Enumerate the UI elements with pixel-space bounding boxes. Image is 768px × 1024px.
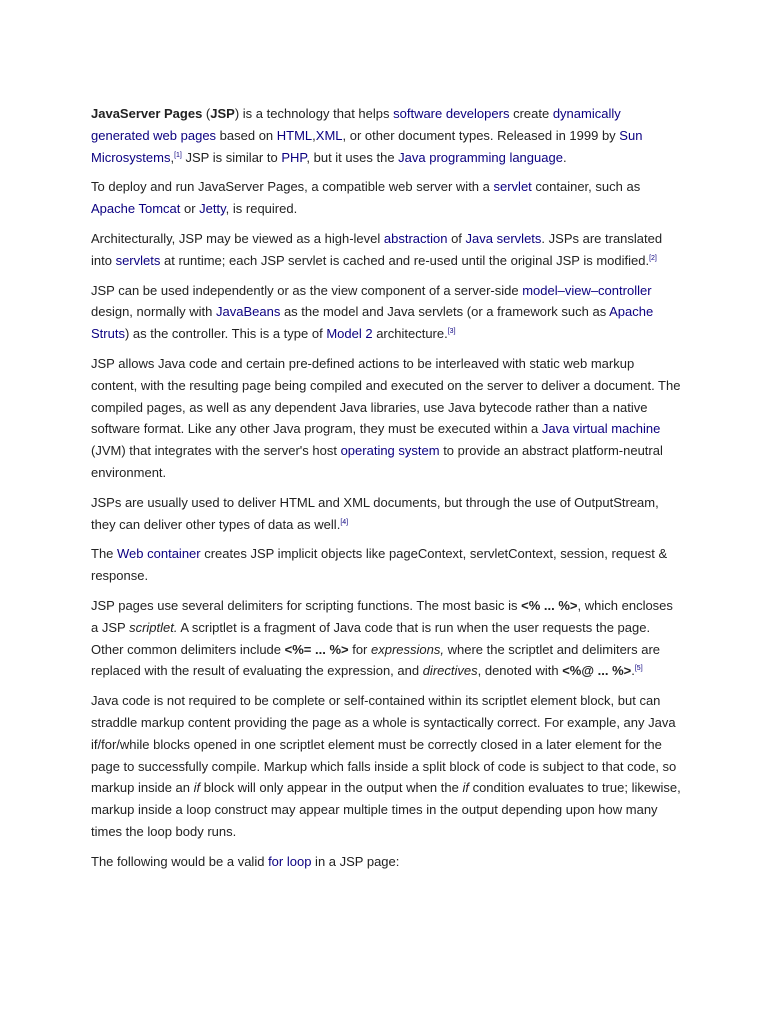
term-javaserver-pages: JavaServer Pages <box>91 106 203 121</box>
reference-5[interactable]: [5] <box>634 665 643 673</box>
paragraph-for-loop <box>91 851 681 873</box>
delimiter-scriptlet: <% ... %> <box>521 597 578 613</box>
link-java-virtual-machine[interactable]: Java virtual machine <box>541 421 661 437</box>
link-php[interactable]: PHP <box>281 149 307 165</box>
link-apache-tomcat[interactable]: Apache Tomcat <box>91 201 181 217</box>
text: ( <box>202 106 211 121</box>
link-html[interactable]: HTML <box>276 127 313 143</box>
link-model-2[interactable]: Model 2 <box>326 326 373 342</box>
text: . <box>562 149 567 165</box>
link-operating-system[interactable]: operating system <box>340 443 440 459</box>
link-java-language[interactable]: Java programming language <box>398 149 563 165</box>
link-jetty[interactable]: Jetty <box>199 201 226 217</box>
text: , denoted with <box>477 663 563 679</box>
text: JSP is similar to <box>181 149 282 165</box>
text: , is required. <box>225 201 298 217</box>
text: in a JSP page: <box>311 853 400 869</box>
link-model-view-controller[interactable]: model–view–controller <box>522 282 652 298</box>
link-abstraction[interactable]: abstraction <box>383 230 448 246</box>
text: . JSPs are translated into <box>91 230 663 268</box>
paragraph-deploy <box>91 176 681 220</box>
text: , <box>312 127 316 143</box>
text: creates JSP implicit objects like pageContext, servletContext, session, request & response. <box>91 546 668 584</box>
text: as the model and Java servlets (or a framework such as <box>280 304 610 320</box>
link-sun-microsystems[interactable]: Sun Microsystems <box>91 127 643 165</box>
text: container, such as <box>531 179 641 195</box>
reference-3[interactable]: [3] <box>447 328 456 336</box>
text: JSPs are usually used to deliver HTML and XML documents, but through the use of OutputStream, they can deliver other types of data as well. <box>91 494 659 532</box>
delimiter-expression: <%= ... %> <box>284 641 349 657</box>
link-for-loop[interactable]: for loop <box>268 853 312 869</box>
text: architecture. <box>372 326 448 342</box>
paragraph-delimiters <box>91 595 681 682</box>
term-jsp: JSP <box>210 106 235 121</box>
text: The <box>91 546 118 562</box>
text: or <box>180 201 200 217</box>
link-web-container[interactable]: Web container <box>117 546 201 562</box>
text: , which encloses a JSP <box>91 597 673 635</box>
reference-1[interactable]: [1] <box>174 151 182 159</box>
text: block will only appear in the output when the <box>200 780 463 796</box>
term-directives: directives <box>422 663 478 679</box>
text: JSP pages use several delimiters for scripting functions. The most basic is <box>91 597 522 613</box>
text: A scriptlet is a fragment of Java code that is run when the user requests the page. Other common delimiters include <box>91 619 651 657</box>
text: , or other document types. Released in 1999 by <box>342 127 620 143</box>
text: JSP allows Java code and certain pre-defined actions to be interleaved with static web markup content, with the resulting page being compiled and executed on the server to deliver a document. The compiled pages, as well as any dependent Java libraries, use Java bytecode rather than a native software format. Like any other Java program, they must be executed within a <box>91 355 681 437</box>
paragraph-scriptlet-blocks <box>91 690 681 843</box>
text: , <box>170 149 175 165</box>
article-body <box>91 103 681 881</box>
text: The following would be a valid <box>91 853 269 869</box>
paragraph-java-code <box>91 353 681 484</box>
text: where the scriptlet and delimiters are replaced with the result of evaluating the expression, and <box>91 641 661 679</box>
reference-4[interactable]: [4] <box>340 518 349 526</box>
text: for <box>348 641 371 657</box>
text: based on <box>216 127 277 143</box>
text: at runtime; each JSP servlet is cached and re-used until the original JSP is modified. <box>160 252 650 268</box>
term-if: if <box>193 780 201 796</box>
text: , but it uses the <box>306 149 399 165</box>
text: . <box>631 663 635 679</box>
text: To deploy and run JavaServer Pages, a compatible web server with a <box>91 179 494 195</box>
link-javabeans[interactable]: JavaBeans <box>216 304 281 320</box>
text: condition evaluates to true; likewise, markup inside a loop construct may appear multiple times in the output depending upon how many times the loop body runs. <box>91 780 681 839</box>
text: design, normally with <box>91 304 216 320</box>
text: Architecturally, JSP may be viewed as a high-level <box>91 230 384 246</box>
reference-2[interactable]: [2] <box>649 254 657 262</box>
text: to provide an abstract platform-neutral environment. <box>91 443 663 480</box>
term-scriptlet: scriptlet. <box>129 619 178 635</box>
paragraph-architecture <box>91 228 681 272</box>
text: (JVM) that integrates with the server's host <box>91 443 341 459</box>
text: create <box>509 106 553 121</box>
text: ) as the controller. This is a type of <box>124 326 327 342</box>
paragraph-web-container <box>91 543 681 587</box>
link-xml[interactable]: XML <box>315 127 343 143</box>
term-if: if <box>462 780 469 796</box>
link-servlet[interactable]: servlet <box>493 179 532 195</box>
paragraph-intro <box>91 103 681 168</box>
text: JSP can be used independently or as the view component of a server-side <box>91 282 523 298</box>
term-expressions: expressions, <box>371 641 444 657</box>
delimiter-directive: <%@ ... %> <box>562 663 632 679</box>
link-apache-struts[interactable]: Apache Struts <box>91 304 654 342</box>
text: Java code is not required to be complete or self-contained within its scriptlet element block, but can straddle markup content providing the page as a whole is syntactically correct. For example, any Java if/for/while blocks opened in one scriptlet element must be correctly closed in a later element for the page to successfully compile. Markup which falls inside a split block of code is subject to that code, so markup inside an <box>91 693 677 796</box>
text: of <box>447 230 466 246</box>
paragraph-mvc <box>91 280 681 345</box>
text: ) is a technology that helps <box>234 106 394 121</box>
link-software-developers[interactable]: software developers <box>393 106 510 121</box>
paragraph-outputstream <box>91 492 681 536</box>
link-dynamic-web-pages[interactable]: dynamically generated web pages <box>91 106 621 143</box>
link-java-servlets[interactable]: Java servlets <box>465 230 542 246</box>
link-servlets[interactable]: servlets <box>115 252 161 268</box>
